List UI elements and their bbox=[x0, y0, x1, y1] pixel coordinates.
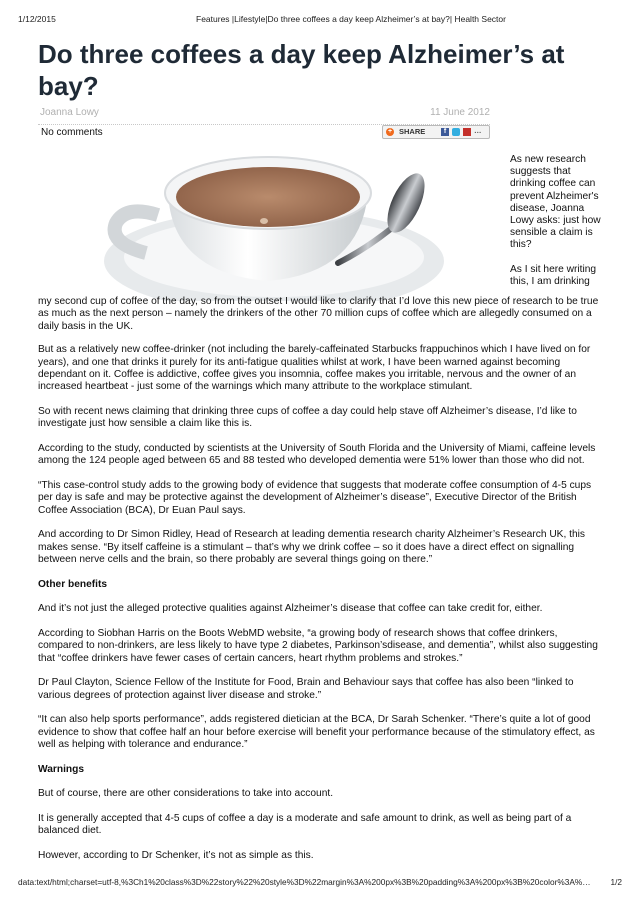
comments-link[interactable]: No comments bbox=[41, 127, 103, 138]
article-title: Do three coffees a day keep Alzheimer’s at bay? bbox=[38, 39, 565, 101]
paragraph: It is generally accepted that 4-5 cups of coffee a day is a moderate and safe amount to drink, as well as being part of a balanced diet. bbox=[38, 813, 572, 837]
more-share-icon[interactable]: … bbox=[474, 126, 482, 135]
paragraph: But of course, there are other considerations to take into account. bbox=[38, 788, 334, 800]
coffee-cup-photo bbox=[38, 153, 496, 301]
print-footer bbox=[18, 877, 622, 889]
article-body bbox=[38, 296, 602, 875]
paragraph: And it’s not just the alleged protective qualities against Alzheimer’s disease that coffee can take credit for, either. bbox=[38, 603, 543, 615]
paragraph: So with recent news claiming that drinking three cups of coffee a day could help stave off Alzheimer’s disease, I’d like to investigate just how sensible a claim like this is. bbox=[38, 406, 577, 430]
print-header bbox=[18, 14, 622, 26]
subheading-warnings: Warnings bbox=[38, 763, 85, 775]
paragraph: Dr Paul Clayton, Science Fellow of the Institute for Food, Brain and Behaviour says that coffee has also been “linked to various degrees of protection against liver disease and stroke.” bbox=[38, 677, 574, 701]
share-label: SHARE bbox=[399, 127, 426, 136]
paragraph: According to Siobhan Harris on the Boots WebMD website, “a growing body of research shows that coffee drinkers, compared to non-drinkers, are less likely to have type 2 diabetes, Parkinson’sdisease, and dementia”, whilst also suggesting that “coffee drinkers have fewer cases of certain cancers, heart rhythm problems and strokes.” bbox=[38, 628, 598, 664]
coffee-cup-illustration bbox=[38, 153, 496, 301]
paragraph: “This case-control study adds to the growing body of evidence that suggests that moderate coffee consumption of 4-5 cups per day is safe and may be protective against the development of Alzheimer’s disease”, Executive Director of the British Coffee Association (BCA), Dr Euan Paul says. bbox=[38, 480, 592, 516]
page-number: 1/2 bbox=[610, 877, 622, 887]
twitter-icon[interactable] bbox=[452, 128, 460, 136]
intro-lead: As I sit here writing this, I am drinking bbox=[510, 263, 597, 287]
print-page-title: Features |Lifestyle|Do three coffees a day keep Alzheimer’s at bay?| Health Sector bbox=[196, 14, 506, 24]
intro-column bbox=[510, 154, 604, 300]
paragraph: my second cup of coffee of the day, so from the outset I would like to clarify that I’d love this new piece of research to be true as much as the next person – namely the drinkers of the other 70 million cups of coffee which are allegedly consumed on a daily basis in the UK. bbox=[38, 296, 599, 332]
paragraph: But as a relatively new coffee-drinker (not including the barely-caffeinated Starbucks frappuchinos which I have lived on for years), and one that drinks it purely for its anti-fatigue qualities whilst at work, I have been warned against becoming dependant on it. Coffee is addictive, coffee gives you insomnia, coffee makes you irritable, nervous and the owner of an increased heartbeat - just some of the warnings which many attribute to the workplace stimulant. bbox=[38, 344, 591, 393]
facebook-icon[interactable]: f bbox=[441, 128, 449, 136]
paragraph: According to the study, conducted by scientists at the University of South Florida and the University of Miami, caffeine levels among the 124 people aged between 65 and 88 tested who developed dementia were 51% lower than those who did not. bbox=[38, 443, 596, 467]
share-plus-icon: + bbox=[387, 128, 393, 135]
print-url: data:text/html;charset=utf-8,%3Ch1%20class%3D%22story%22%20style%3D%22margin%3A%200px%3B%20padding%3A%200px%3B%20color%3A%… bbox=[18, 877, 591, 887]
intro-standfirst: As new research suggests that drinking coffee can prevent Alzheimer's disease, Joanna Lowy asks: just how sensible a claim is this? bbox=[510, 154, 601, 251]
print-date: 1/12/2015 bbox=[18, 14, 56, 24]
email-icon[interactable] bbox=[463, 128, 471, 136]
paragraph: And according to Dr Simon Ridley, Head of Research at leading dementia research charity Alzheimer’s Research UK, this makes sense. “By itself caffeine is a stimulant – that’s why we drink coffee – so it does have a direct effect on signalling between nerve cells and the brain, so there probably are several things going on there.” bbox=[38, 529, 585, 566]
share-button[interactable] bbox=[382, 125, 490, 139]
paragraph: “It can also help sports performance”, adds registered dietician at the BCA, Dr Sarah Schenker. “There’s quite a lot of good evidence to show that coffee half an hour before exercise will benefit your performance because of the stimulatory effect, as well as helping with tolerance and endurance.” bbox=[38, 714, 595, 751]
byline bbox=[40, 107, 490, 121]
subheading-benefits: Other benefits bbox=[38, 578, 108, 590]
meta-row bbox=[38, 124, 490, 139]
author-link[interactable]: Joanna Lowy bbox=[40, 107, 99, 118]
paragraph: However, according to Dr Schenker, it’s not as simple as this. bbox=[38, 850, 314, 862]
publish-date: 11 June 2012 bbox=[430, 107, 490, 118]
